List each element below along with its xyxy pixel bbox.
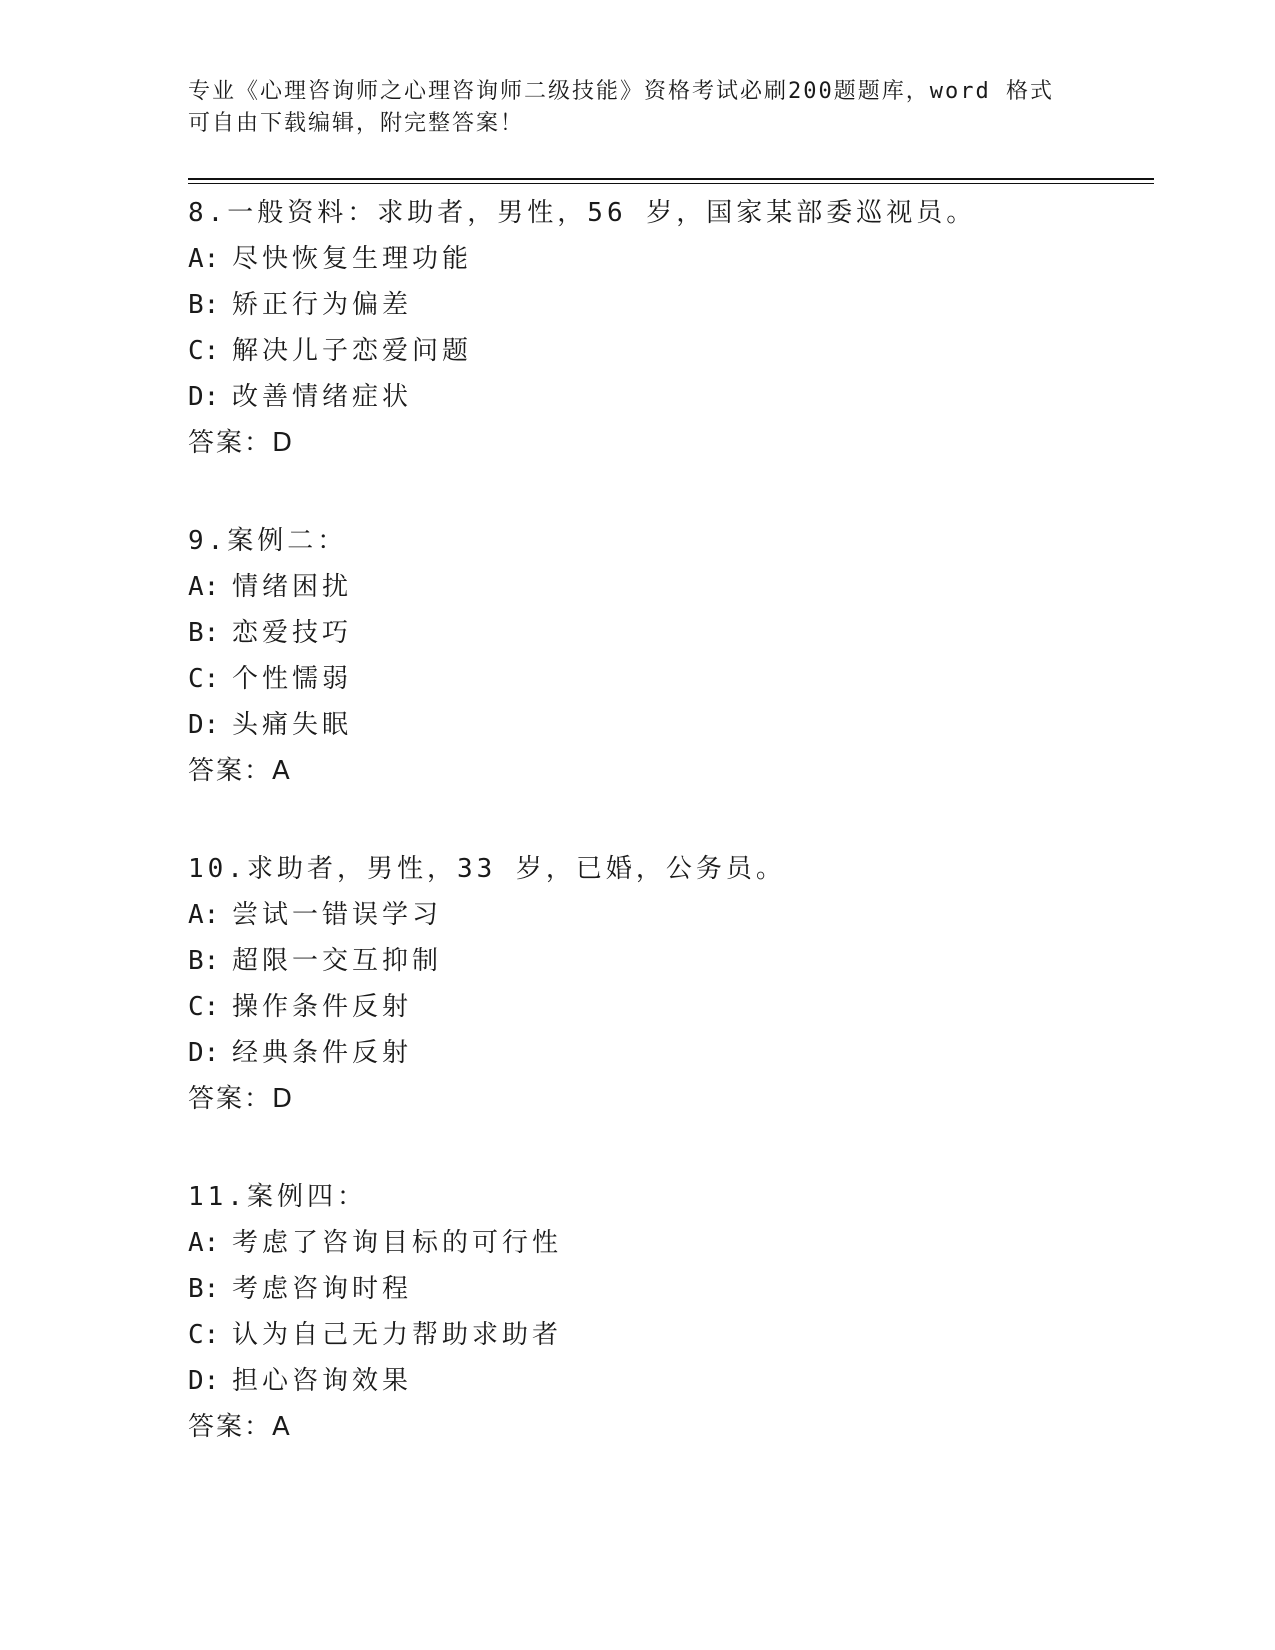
question-stem: 8.一般资料：求助者，男性，56 岁，国家某部委巡视员。 [188, 198, 977, 228]
answer-line: 答案：A [188, 756, 292, 786]
option-key: D: [188, 1366, 220, 1396]
option-key: C: [188, 1320, 220, 1350]
option-text: 解决儿子恋爱问题 [232, 336, 473, 366]
option-text: 操作条件反射 [232, 992, 413, 1022]
option-text: 尝试一错误学习 [232, 900, 443, 930]
question-item [188, 1174, 1148, 1450]
option-key: B: [188, 618, 220, 648]
option-key: C: [188, 664, 220, 694]
option-c [188, 328, 1148, 374]
answer-line: 答案：A [188, 1412, 292, 1442]
option-text: 个性懦弱 [232, 664, 353, 694]
question-item [188, 518, 1148, 794]
option-c [188, 1312, 1148, 1358]
option-text: 经典条件反射 [232, 1038, 413, 1068]
answer-line: 答案：D [188, 1084, 295, 1114]
option-b [188, 938, 1148, 984]
option-a [188, 236, 1148, 282]
option-b [188, 1266, 1148, 1312]
header-divider-thin [188, 183, 1154, 184]
option-d [188, 374, 1148, 420]
option-text: 头痛失眠 [232, 710, 353, 740]
option-a [188, 564, 1148, 610]
option-key: A: [188, 900, 220, 930]
question-stem: 10.求助者，男性，33 岁，已婚，公务员。 [188, 854, 786, 884]
option-text: 认为自己无力帮助求助者 [232, 1320, 563, 1350]
header-line-2: 可自由下载编辑，附完整答案！ [188, 111, 525, 136]
option-text: 超限一交互抑制 [232, 946, 443, 976]
option-key: D: [188, 710, 220, 740]
header-divider-thick [188, 178, 1154, 180]
option-a [188, 892, 1148, 938]
option-text: 矫正行为偏差 [232, 290, 413, 320]
option-key: B: [188, 1274, 220, 1304]
header-line-1: 专业《心理咨询师之心理咨询师二级技能》资格考试必刷200题题库，word 格式 [188, 79, 1054, 104]
option-text: 情绪困扰 [232, 572, 353, 602]
option-key: B: [188, 946, 220, 976]
answer-line: 答案：D [188, 428, 295, 458]
option-c [188, 656, 1148, 702]
option-b [188, 610, 1148, 656]
option-d [188, 702, 1148, 748]
option-text: 恋爱技巧 [232, 618, 353, 648]
option-text: 尽快恢复生理功能 [232, 244, 473, 274]
question-item [188, 846, 1148, 1122]
option-c [188, 984, 1148, 1030]
option-key: D: [188, 382, 220, 412]
option-text: 考虑了咨询目标的可行性 [232, 1228, 563, 1258]
option-key: D: [188, 1038, 220, 1068]
option-d [188, 1030, 1148, 1076]
option-text: 考虑咨询时程 [232, 1274, 413, 1304]
option-text: 改善情绪症状 [232, 382, 413, 412]
option-d [188, 1358, 1148, 1404]
option-a [188, 1220, 1148, 1266]
question-list [188, 190, 1148, 1502]
question-stem: 9.案例二： [188, 526, 348, 556]
option-key: A: [188, 244, 220, 274]
option-key: A: [188, 1228, 220, 1258]
option-key: C: [188, 336, 220, 366]
option-key: C: [188, 992, 220, 1022]
document-header [188, 76, 1088, 140]
question-item [188, 190, 1148, 466]
question-stem: 11.案例四： [188, 1182, 367, 1212]
option-key: A: [188, 572, 220, 602]
option-key: B: [188, 290, 220, 320]
option-text: 担心咨询效果 [232, 1366, 413, 1396]
option-b [188, 282, 1148, 328]
